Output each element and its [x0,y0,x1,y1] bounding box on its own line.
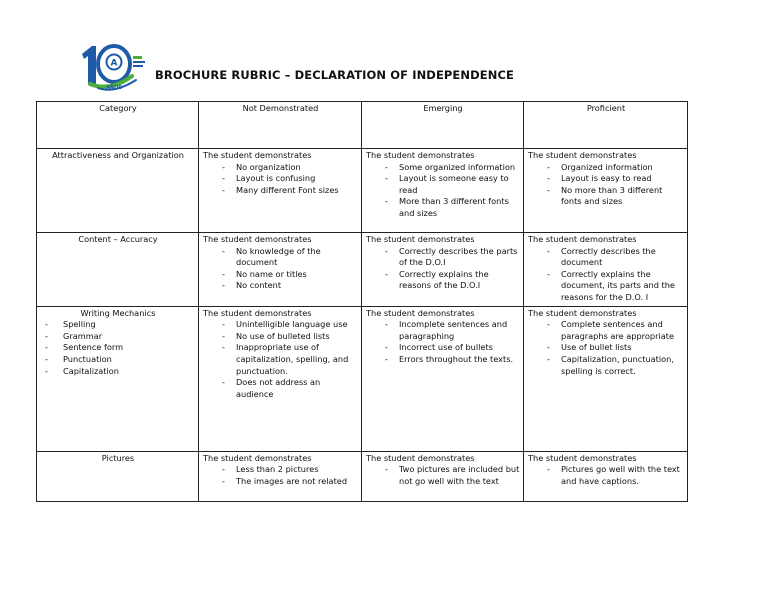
header-proficient: Proficient [524,102,688,149]
list-item: - More than 3 different fonts and sizes [385,196,520,219]
list-item: - Many different Font sizes [222,185,358,197]
list-item: - No use of bulleted lists [222,331,358,343]
row-category-cell [37,306,199,451]
list-item: - Correctly explains the document, its parts and the reasons for the D.O. I [547,269,684,304]
list-item: - Errors throughout the texts. [385,354,520,366]
list-item: - Correctly explains the reasons of the D.O.I [385,269,520,292]
list-item: - Correctly describes the document [547,246,684,269]
rubric-cell: The student demonstrates - Correctly describes the parts of the D.O.I - Correctly explains the reasons of the D.O.I [362,233,524,307]
rubric-cell: The student demonstrates - Pictures go well with the text and have captions. [524,451,688,501]
rubric-cell: The student demonstrates - Two pictures are included but not go well with the text [362,451,524,501]
table-row [37,306,688,451]
list-item: - Incomplete sentences and paragraphing [385,319,520,342]
list-item: - Capitalization, punctuation, spelling is correct. [547,354,684,377]
table-row [37,149,688,233]
rubric-cell: The student demonstrates - Complete sentences and paragraphs are appropriate - Use of bullet lists - Capitalization, punctuation, spelling is correct. [524,306,688,451]
row-category: Content – Accuracy [37,233,199,307]
category-subitem: - Sentence form [45,342,195,354]
row-category: Writing Mechanics [80,307,156,318]
header-emerging: Emerging [362,102,524,149]
list-item: - No organization [222,162,358,174]
row-category: Pictures [37,451,199,501]
table-row [37,233,688,307]
list-item: - Some organized information [385,162,520,174]
header-not-demonstrated: Not Demonstrated [199,102,362,149]
list-item: - Unintelligible language use [222,319,358,331]
category-subitem: - Capitalization [45,366,195,378]
school-logo [76,40,150,94]
rubric-cell: The student demonstrates - Correctly describes the document - Correctly explains the document, its parts and the reasons for the D.O. I [524,233,688,307]
page-title: BROCHURE RUBRIC – DECLARATION OF INDEPENDENCE [155,68,514,82]
list-item: - Use of bullet lists [547,342,684,354]
logo-letter: A [110,58,118,69]
rubric-cell: The student demonstrates - No organization - Layout is confusing - Many different Font sizes [199,149,362,233]
list-item: - Complete sentences and paragraphs are appropriate [547,319,684,342]
list-item: - No name or titles [222,269,358,281]
rubric-table [36,101,688,502]
list-item: - Layout is easy to read [547,173,684,185]
rubric-cell: The student demonstrates - Incomplete sentences and paragraphing - Incorrect use of bullets - Errors throughout the texts. [362,306,524,451]
rubric-cell: The student demonstrates - Unintelligible language use - No use of bulleted lists - Inappropriate use of capitalization, spelling, and punctuation. - Does not address an audience [199,306,362,451]
list-item: - Organized information [547,162,684,174]
rubric-cell: The student demonstrates - Some organized information - Layout is someone easy to read - More than 3 different fonts and sizes [362,149,524,233]
logo-caption: AÑOS [106,85,122,91]
table-row [37,451,688,501]
list-item: - Pictures go well with the text and have captions. [547,464,684,487]
list-item: - No content [222,280,358,292]
category-subitem: - Spelling [45,319,195,331]
table-header-row [37,102,688,149]
list-item: - No more than 3 different fonts and sizes [547,185,684,208]
list-item: - Does not address an audience [222,377,358,400]
category-subitem: - Punctuation [45,354,195,366]
category-subitem: - Grammar [45,331,195,343]
list-item: - Less than 2 pictures [222,464,358,476]
list-item: - No knowledge of the document [222,246,358,269]
list-item: - Correctly describes the parts of the D.O.I [385,246,520,269]
rubric-cell: The student demonstrates - Less than 2 pictures - The images are not related [199,451,362,501]
logo-one-shape [82,46,96,84]
row-category: Attractiveness and Organization [37,149,199,233]
list-item: - Layout is confusing [222,173,358,185]
list-item: - Two pictures are included but not go well with the text [385,464,520,487]
header-category: Category [37,102,199,149]
rubric-cell: The student demonstrates - No knowledge of the document - No name or titles - No content [199,233,362,307]
list-item: - Incorrect use of bullets [385,342,520,354]
list-item: - Inappropriate use of capitalization, spelling, and punctuation. [222,342,358,377]
list-item: - The images are not related [222,476,358,488]
list-item: - Layout is someone easy to read [385,173,520,196]
rubric-cell: The student demonstrates - Organized information - Layout is easy to read - No more than 3 different fonts and sizes [524,149,688,233]
